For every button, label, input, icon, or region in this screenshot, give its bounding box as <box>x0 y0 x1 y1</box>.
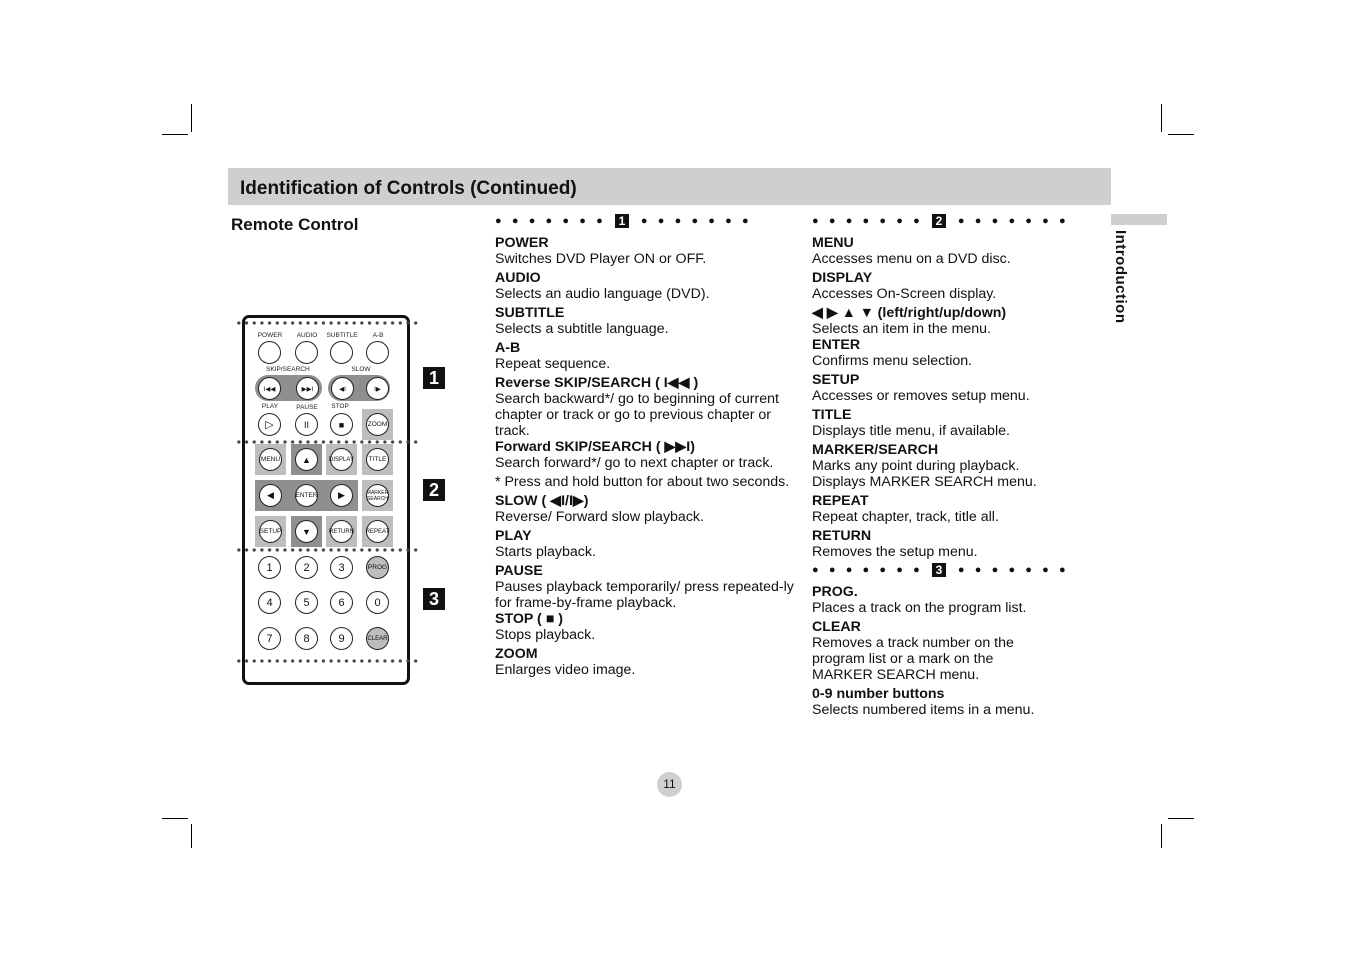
remote-display-button: DISPLAY <box>330 448 353 471</box>
remote-ab-button <box>366 341 389 364</box>
remote-skip-back-button: I◀◀ <box>258 377 281 400</box>
item-term: DISPLAY <box>812 270 873 286</box>
item-term: TITLE <box>812 407 852 423</box>
item-desc: Confirms menu selection. <box>812 353 973 369</box>
item-desc: Switches DVD Player ON or OFF. <box>495 251 707 267</box>
crop-mark <box>162 134 188 135</box>
remote-label-subtitle: SUBTITLE <box>326 332 358 339</box>
remote-label-power: POWER <box>257 332 283 339</box>
item-desc: Removes a track number on the program list or a mark on the MARKER SEARCH menu. <box>812 635 1014 683</box>
item-desc: Repeat chapter, track, title all. <box>812 509 999 525</box>
remote-number-button: 2 <box>295 556 318 579</box>
remote-label-skip: SKIP/SEARCH <box>266 366 310 373</box>
remote-enter-button: ENTER <box>295 484 318 507</box>
crop-mark <box>191 104 192 132</box>
page-title: Identification of Controls (Continued) <box>240 178 577 199</box>
item-term: PROG. <box>812 584 858 600</box>
remote-number-button: 8 <box>295 627 318 650</box>
section-heading: ●●●●●●● 1 ●●●●●●● <box>495 214 759 229</box>
section-marker-2: 2 <box>423 479 445 501</box>
section-marker-3: 3 <box>423 588 445 610</box>
title-bar <box>228 168 1111 205</box>
side-tab <box>1111 214 1167 225</box>
item-term: RETURN <box>812 528 872 544</box>
item-desc: Accesses menu on a DVD disc. <box>812 251 1011 267</box>
item-term: CLEAR <box>812 619 861 635</box>
remote-prog-button: PROG <box>366 556 389 579</box>
column-section-1 <box>495 213 795 678</box>
remote-subtitle-button <box>330 341 353 364</box>
item-term: Forward SKIP/SEARCH ( ▶▶I) <box>495 439 695 455</box>
item-term: AUDIO <box>495 270 541 286</box>
section-number: 2 <box>932 214 946 228</box>
dotted-divider <box>235 658 421 664</box>
item-term: A-B <box>495 340 521 356</box>
remote-down-button: ▼ <box>295 520 318 543</box>
item-term: ZOOM <box>495 646 538 662</box>
remote-title-button: TITLE <box>366 448 389 471</box>
item-term: MARKER/SEARCH <box>812 442 939 458</box>
remote-right-button: ▶ <box>330 484 353 507</box>
item-term: STOP ( ■ ) <box>495 611 563 627</box>
remote-label-play: PLAY <box>261 403 279 410</box>
item-desc: Stops playback. <box>495 627 596 643</box>
item-term: PAUSE <box>495 563 543 579</box>
item-desc: Search backward*/ go to beginning of current chapter or track or go to previous chapter or track. <box>495 391 779 439</box>
remote-zoom-button: ZOOM <box>366 413 389 436</box>
remote-number-button: 3 <box>330 556 353 579</box>
remote-number-button: 0 <box>366 591 389 614</box>
item-term: ◀ ▶ ▲ ▼ (left/right/up/down) <box>812 305 1007 321</box>
crop-mark <box>1168 134 1194 135</box>
remote-number-button: 4 <box>258 591 281 614</box>
remote-play-button: ▷ <box>258 413 281 436</box>
item-desc: Accesses or removes setup menu. <box>812 388 1030 404</box>
remote-label-pause: PAUSE <box>296 404 318 411</box>
section-heading: ●●●●●●● 3 ●●●●●●● <box>812 563 1076 578</box>
item-term: 0-9 number buttons <box>812 686 945 702</box>
remote-clear-button: CLEAR <box>366 627 389 650</box>
item-desc: Places a track on the program list. <box>812 600 1027 616</box>
section-marker-1: 1 <box>423 367 445 389</box>
section-heading: ●●●●●●● 2 ●●●●●●● <box>812 214 1076 229</box>
dotted-divider <box>235 547 421 553</box>
remote-power-button <box>258 341 281 364</box>
remote-stop-button: ■ <box>330 413 353 436</box>
item-note: * Press and hold button for about two seconds. <box>495 474 790 490</box>
item-term: PLAY <box>495 528 532 544</box>
remote-pause-button: II <box>295 413 318 436</box>
remote-return-button: RETURN <box>330 520 353 543</box>
remote-number-button: 5 <box>295 591 318 614</box>
item-desc: Starts playback. <box>495 544 596 560</box>
remote-label-stop: STOP <box>331 403 349 410</box>
item-term: MENU <box>812 235 854 251</box>
item-term: Reverse SKIP/SEARCH ( I◀◀ ) <box>495 375 699 391</box>
dotted-divider <box>235 320 421 326</box>
remote-slow-fwd-button: I▶ <box>366 377 389 400</box>
remote-setup-button: SETUP <box>259 520 282 543</box>
crop-mark <box>1168 818 1194 819</box>
remote-repeat-button: REPEAT <box>366 520 389 543</box>
remote-skip-fwd-button: ▶▶I <box>296 377 319 400</box>
remote-number-button: 1 <box>258 556 281 579</box>
remote-number-button: 6 <box>330 591 353 614</box>
remote-slow-back-button: ◀I <box>331 377 354 400</box>
item-term: SLOW ( ◀I/I▶) <box>495 493 589 509</box>
column-section-3 <box>812 562 1102 718</box>
page-number: 11 <box>657 772 682 797</box>
item-term: SUBTITLE <box>495 305 565 321</box>
item-desc: Pauses playback temporarily/ press repeated-ly for frame-by-frame playback. <box>495 579 794 611</box>
crop-mark <box>162 818 188 819</box>
remote-audio-button <box>295 341 318 364</box>
item-desc: Selects an item in the menu. <box>812 321 992 337</box>
item-term: ENTER <box>812 337 861 353</box>
item-desc: Repeat sequence. <box>495 356 611 372</box>
section-number: 3 <box>932 563 946 577</box>
item-desc: Selects numbered items in a menu. <box>812 702 1035 718</box>
item-term: SETUP <box>812 372 860 388</box>
item-desc: Accesses On-Screen display. <box>812 286 997 302</box>
remote-marker-search-button: MARKER SEARCH <box>366 484 389 507</box>
item-desc: Displays title menu, if available. <box>812 423 1010 439</box>
item-desc: Selects a subtitle language. <box>495 321 669 337</box>
item-term: POWER <box>495 235 549 251</box>
section-subtitle: Remote Control <box>231 215 359 234</box>
crop-mark <box>1161 104 1162 132</box>
item-term: REPEAT <box>812 493 869 509</box>
item-desc: Marks any point during playback. Displays MARKER SEARCH menu. <box>812 458 1037 490</box>
item-desc: Selects an audio language (DVD). <box>495 286 710 302</box>
side-label: Introduction <box>1112 230 1129 324</box>
item-desc: Reverse/ Forward slow playback. <box>495 509 704 525</box>
remote-menu-button: MENU <box>259 448 282 471</box>
remote-left-button: ◀ <box>259 484 282 507</box>
remote-label-slow: SLOW <box>351 366 371 373</box>
crop-mark <box>1161 824 1162 848</box>
item-desc: Search forward*/ go to next chapter or track. <box>495 455 774 471</box>
item-desc: Removes the setup menu. <box>812 544 978 560</box>
item-desc: Enlarges video image. <box>495 662 636 678</box>
column-section-2 <box>812 213 1102 560</box>
remote-number-button: 7 <box>258 627 281 650</box>
remote-up-button: ▲ <box>295 448 318 471</box>
remote-number-button: 9 <box>330 627 353 650</box>
crop-mark <box>191 824 192 848</box>
section-number: 1 <box>615 214 629 228</box>
remote-label-audio: AUDIO <box>296 332 318 339</box>
remote-label-ab: A-B <box>372 332 384 339</box>
